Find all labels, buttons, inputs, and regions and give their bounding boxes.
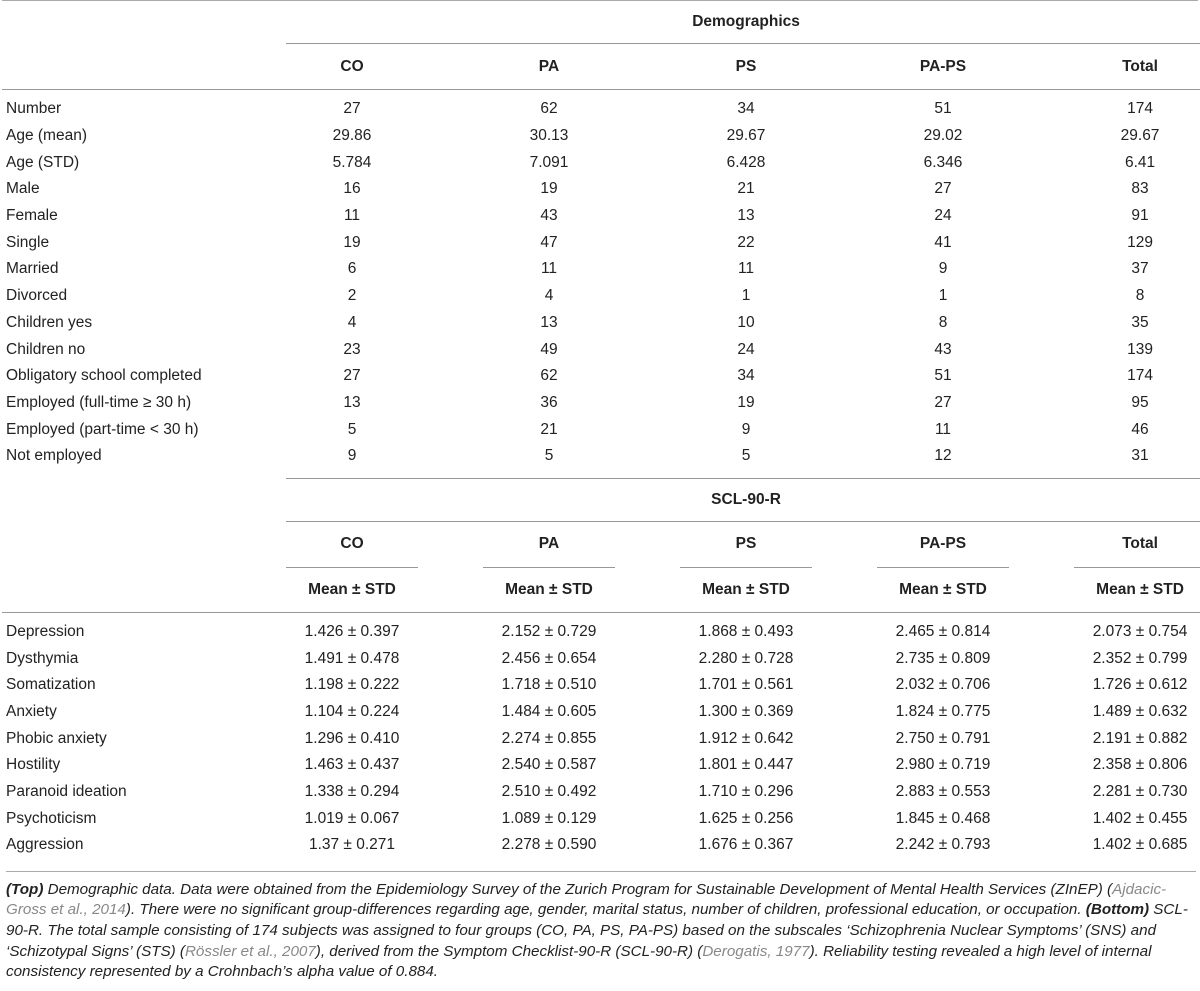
row-label: Dysthymia [6,649,79,667]
citation-link[interactable]: Rössler et al., 2007 [184,942,316,960]
column-header: PS [735,57,757,75]
spacer-cell [418,203,483,230]
row-label: Not employed [6,447,102,465]
empty-cell [2,1,286,44]
spacer-cell [615,390,680,417]
spacer-cell [418,90,483,123]
spacer-cell [418,443,483,470]
spacer-cell [418,363,483,390]
spacer-cell [812,805,877,832]
table-cell: 91 [1131,207,1149,225]
row-label: Age (mean) [6,127,87,145]
spacer-cell [812,416,877,443]
empty-cell [2,478,286,521]
table-cell: 1.338 ± 0.294 [304,783,400,801]
demographics-row [2,90,1200,123]
subheader: Mean ± STD [308,580,396,598]
row-label: Married [6,260,59,278]
spacer-cell [812,363,877,390]
column-header: CO [286,521,418,567]
table-cell: 41 [934,233,952,251]
scl-row [2,725,1200,752]
section-spacer [2,470,1200,479]
spacer-cell [418,176,483,203]
spacer-cell [1009,699,1074,726]
table-cell: 5 [347,420,357,438]
table-cell: 2.278 ± 0.590 [501,836,597,854]
spacer-cell [812,149,877,176]
table-cell: 19 [343,233,361,251]
table-cell: 36 [540,393,558,411]
demographics-row [2,390,1200,417]
caption-bottom-text: ), derived from the Symptom Checklist-90-R (SCL-90-R) ( [315,942,703,960]
spacer-cell [615,310,680,337]
demographics-row [2,443,1200,470]
spacer-cell [615,645,680,672]
spacer-cell [615,416,680,443]
spacer-cell [1009,443,1074,470]
spacer-cell [615,336,680,363]
table-cell: 1.463 ± 0.437 [304,756,400,774]
spacer-cell [812,443,877,470]
table-cell: 83 [1131,180,1149,198]
spacer-cell [615,283,680,310]
spacer-cell [418,779,483,806]
scl-subheader-row [2,567,1200,612]
spacer-cell [812,612,877,645]
column-header: PA [538,57,560,75]
demographics-row [2,416,1200,443]
scl-group-header-row [2,478,1200,521]
subheader: Mean ± STD [899,580,987,598]
scl-row [2,645,1200,672]
table-cell: 6.41 [1124,153,1156,171]
subheader: Mean ± STD [1096,580,1184,598]
spacer-cell [615,805,680,832]
demographics-row [2,149,1200,176]
spacer-cell [615,203,680,230]
table-cell: 62 [540,367,558,385]
table-cell: 9 [347,447,357,465]
table-cell: 1.676 ± 0.367 [698,836,794,854]
row-label: Hostility [6,756,61,774]
table-cell: 4 [544,287,554,305]
table-cell: 1.845 ± 0.468 [895,809,991,827]
table-cell: 2.456 ± 0.654 [501,649,597,667]
spacer-cell [812,725,877,752]
scl-column-header-row [2,521,1200,567]
row-label: Anxiety [6,703,57,721]
scl-row [2,699,1200,726]
table-cell: 1.625 ± 0.256 [698,809,794,827]
demographics-column-header-row [2,44,1200,90]
table-cell: 51 [934,367,952,385]
table-cell: 1.104 ± 0.224 [304,703,400,721]
table-cell: 1.402 ± 0.455 [1092,809,1188,827]
row-label: Employed (part-time < 30 h) [6,420,199,438]
table-cell: 2.032 ± 0.706 [895,676,991,694]
table-cell: 6 [347,260,357,278]
table-cell: 1.296 ± 0.410 [304,729,400,747]
table-cell: 22 [737,233,755,251]
table-cell: 29.67 [726,127,766,145]
scl-body [2,612,1200,867]
table-cell: 27 [934,393,952,411]
table-cell: 13 [343,393,361,411]
table-cell: 2.750 ± 0.791 [895,729,991,747]
spacer-cell [418,725,483,752]
table-cell: 47 [540,233,558,251]
spacer-cell [1009,390,1074,417]
table-cell: 2.274 ± 0.855 [501,729,597,747]
demographics-row [2,123,1200,150]
subheader: Mean ± STD [505,580,593,598]
table-cell: 2 [347,287,357,305]
citation-link[interactable]: Derogatis, 1977 [702,942,810,960]
table-cell: 95 [1131,393,1149,411]
spacer-cell [812,779,877,806]
demographics-title: Demographics [286,1,1200,44]
demographics-row [2,283,1200,310]
spacer-cell [418,672,483,699]
table-cell: 49 [540,340,558,358]
table-cell: 1.426 ± 0.397 [304,622,400,640]
caption-bottom-label: (Bottom) [1085,901,1150,919]
spacer-cell [418,310,483,337]
table-cell: 31 [1131,447,1149,465]
table-cell: 1.824 ± 0.775 [895,703,991,721]
row-label: Phobic anxiety [6,729,107,747]
empty-cell [2,567,286,612]
demographics-row [2,363,1200,390]
table-cell: 5 [741,447,751,465]
table-cell: 2.242 ± 0.793 [895,836,991,854]
table-cell: 5.784 [332,153,372,171]
spacer-cell [1009,123,1074,150]
table-cell: 129 [1127,233,1153,251]
row-label: Divorced [6,287,68,305]
spacer-cell [812,203,877,230]
table-cell: 2.280 ± 0.728 [698,649,794,667]
table-cell: 37 [1131,260,1149,278]
spacer-cell [615,699,680,726]
demographics-row [2,176,1200,203]
spacer-cell [1009,779,1074,806]
table-cell: 1.489 ± 0.632 [1092,703,1188,721]
row-label: Children yes [6,313,93,331]
table-cell: 2.073 ± 0.754 [1092,622,1188,640]
table-cell: 1.710 ± 0.296 [698,783,794,801]
demographics-row [2,256,1200,283]
spacer-cell [812,752,877,779]
table-cell: 1 [741,287,751,305]
empty-cell [2,44,286,90]
row-label: Employed (full-time ≥ 30 h) [6,393,192,411]
scl-row [2,752,1200,779]
column-header: PA-PS [877,521,1009,567]
table-cell: 21 [540,420,558,438]
spacer-cell [1009,725,1074,752]
spacer-cell [615,672,680,699]
caption-top-label: (Top) [6,880,44,898]
spacer-cell [418,123,483,150]
table-cell: 1.198 ± 0.222 [304,676,400,694]
table-cell: 8 [938,313,948,331]
table-cell: 2.358 ± 0.806 [1092,756,1188,774]
column-header: PA [483,521,615,567]
table-cell: 43 [934,340,952,358]
column-header: PS [680,521,812,567]
table-cell: 29.67 [1120,127,1160,145]
demographics-row [2,310,1200,337]
table-cell: 1 [938,287,948,305]
row-label: Children no [6,340,86,358]
demographics-row [2,336,1200,363]
table-cell: 4 [347,313,357,331]
column-header: Total [1122,57,1158,75]
caption-bottom-text: ). Reliability testing revealed a high level of internal consistency represented by a Crohnbach’s alpha value of 0.884. [6,942,1152,981]
scl-title: SCL-90-R [286,478,1200,521]
citation-link[interactable]: Ajdacic-Gross et al., 2014 [6,880,1167,919]
table-cell: 43 [540,207,558,225]
table-cell: 24 [737,340,755,358]
table-cell: 51 [934,100,952,118]
spacer-cell [1009,805,1074,832]
spacer-cell [812,90,877,123]
table-cell: 1.402 ± 0.685 [1092,836,1188,854]
data-table [2,1,1200,867]
table-cell: 1.491 ± 0.478 [304,649,400,667]
spacer-cell [418,336,483,363]
spacer-cell [418,645,483,672]
table-cell: 1.726 ± 0.612 [1092,676,1188,694]
spacer-cell [1009,310,1074,337]
row-label: Male [6,180,40,198]
table-cell: 174 [1127,367,1153,385]
spacer-cell [418,390,483,417]
table-cell: 6.346 [923,153,963,171]
table-cell: 27 [343,100,361,118]
table-cell: 1.484 ± 0.605 [501,703,597,721]
table-cell: 1.801 ± 0.447 [698,756,794,774]
scl-row [2,672,1200,699]
table-cell: 174 [1127,100,1153,118]
table-cell: 5 [544,447,554,465]
spacer-cell [418,699,483,726]
table-cell: 1.701 ± 0.561 [698,676,794,694]
scl-row [2,612,1200,645]
table-cell: 2.152 ± 0.729 [501,622,597,640]
row-label: Aggression [6,836,84,854]
spacer-cell [1009,832,1074,859]
table-cell: 13 [540,313,558,331]
spacer-cell [812,645,877,672]
row-label: Age (STD) [6,153,80,171]
spacer-cell [812,699,877,726]
table-cell: 11 [343,207,361,225]
spacer-cell [615,752,680,779]
spacer-cell [1009,283,1074,310]
spacer-cell [615,443,680,470]
table-cell: 1.912 ± 0.642 [698,729,794,747]
table-cell: 9 [938,260,948,278]
table-cell: 62 [540,100,558,118]
table-cell: 19 [540,180,558,198]
table-cell: 21 [737,180,755,198]
spacer-cell [418,283,483,310]
scl-row [2,832,1200,859]
spacer-cell [418,752,483,779]
table-cell: 2.352 ± 0.799 [1092,649,1188,667]
spacer-cell [812,123,877,150]
spacer-cell [812,672,877,699]
table-cell: 1.37 ± 0.271 [308,836,396,854]
table-cell: 1.868 ± 0.493 [698,622,794,640]
row-label: Depression [6,622,85,640]
spacer-cell [812,283,877,310]
spacer-cell [812,390,877,417]
spacer-cell [418,149,483,176]
table-cell: 11 [934,420,952,438]
empty-cell [2,521,286,567]
caption-top-text: ). There were no significant group-differences regarding age, gender, marital status, number of children, professional education, or occupation. [125,901,1082,919]
table-cell: 19 [737,393,755,411]
table-cell: 7.091 [529,153,569,171]
table-cell: 11 [540,260,558,278]
table-cell: 10 [737,313,755,331]
column-header: PA-PS [919,57,967,75]
spacer-cell [1009,612,1074,645]
demographics-row [2,203,1200,230]
demographics-row [2,229,1200,256]
caption-top-text: Demographic data. Data were obtained from the Epidemiology Survey of the Zurich Program for Sustainable Development of Mental Health Services (ZInEP) ( [43,880,1113,898]
table-cell: 11 [737,260,755,278]
spacer-cell [812,229,877,256]
spacer-cell [1009,149,1074,176]
spacer-cell [615,725,680,752]
demographics-group-header-row [2,1,1200,44]
section-spacer [2,859,1200,867]
table-cell: 139 [1127,340,1153,358]
spacer-cell [418,256,483,283]
table-cell: 6.428 [726,153,766,171]
table-cell: 1.019 ± 0.067 [304,809,400,827]
table-cell: 1.300 ± 0.369 [698,703,794,721]
spacer-cell [1009,645,1074,672]
spacer-cell [1009,90,1074,123]
table-cell: 29.02 [923,127,963,145]
table-cell: 27 [934,180,952,198]
spacer-cell [418,229,483,256]
spacer-cell [1009,672,1074,699]
row-label: Single [6,233,50,251]
table-cell: 34 [737,100,755,118]
row-label: Number [6,100,62,118]
scl-row [2,805,1200,832]
spacer-cell [1009,256,1074,283]
table-cell: 24 [934,207,952,225]
spacer-cell [812,256,877,283]
row-label: Somatization [6,676,96,694]
table-cell: 34 [737,367,755,385]
spacer-cell [812,336,877,363]
table-cell: 2.281 ± 0.730 [1092,783,1188,801]
spacer-cell [418,612,483,645]
spacer-cell [615,779,680,806]
table-cell: 30.13 [529,127,569,145]
table-cell: 2.735 ± 0.809 [895,649,991,667]
table-cell: 2.980 ± 0.719 [895,756,991,774]
table-cell: 8 [1135,287,1145,305]
spacer-cell [1009,176,1074,203]
spacer-cell [1009,363,1074,390]
table-cell: 13 [737,207,755,225]
table-cell: 2.540 ± 0.587 [501,756,597,774]
spacer-cell [615,363,680,390]
spacer-cell [1009,336,1074,363]
demographics-body [2,90,1200,479]
table-cell: 29.86 [332,127,372,145]
table-cell: 2.191 ± 0.882 [1092,729,1188,747]
table-cell: 35 [1131,313,1149,331]
table-cell: 46 [1131,420,1149,438]
row-label: Psychoticism [6,809,97,827]
table-cell: 12 [934,447,952,465]
spacer-cell [615,149,680,176]
row-label: Female [6,207,58,225]
column-header: Total [1074,521,1200,567]
table-cell: 23 [343,340,361,358]
spacer-cell [418,832,483,859]
table-cell: 16 [343,180,361,198]
spacer-cell [418,416,483,443]
table-cell: 2.883 ± 0.553 [895,783,991,801]
table-cell: 1.718 ± 0.510 [501,676,597,694]
column-header: CO [340,57,364,75]
table-cell: 1.089 ± 0.129 [501,809,597,827]
table-cell: 2.510 ± 0.492 [501,783,597,801]
caption-bottom-text: SCL-90-R. The total sample consisting of 174 subjects was assigned to four groups (CO, PA, PS, PA-PS) based on the subscales ‘Schizophrenia Nuclear Symptoms’ (SNS) and ‘Schizotypal Signs’ (STS) ( [6,901,1188,960]
spacer-cell [812,310,877,337]
spacer-cell [615,832,680,859]
spacer-cell [615,176,680,203]
table-caption [6,871,1196,983]
spacer-cell [1009,752,1074,779]
spacer-cell [812,176,877,203]
spacer-cell [615,123,680,150]
table-cell: 2.465 ± 0.814 [895,622,991,640]
spacer-cell [615,229,680,256]
row-label: Paranoid ideation [6,783,127,801]
subheader: Mean ± STD [702,580,790,598]
table-cell: 27 [343,367,361,385]
spacer-cell [1009,229,1074,256]
spacer-cell [1009,416,1074,443]
spacer-cell [812,832,877,859]
spacer-cell [1009,203,1074,230]
spacer-cell [615,612,680,645]
row-label: Obligatory school completed [6,367,202,385]
spacer-cell [615,90,680,123]
scl-row [2,779,1200,806]
spacer-cell [418,805,483,832]
table-cell: 9 [741,420,751,438]
spacer-cell [615,256,680,283]
